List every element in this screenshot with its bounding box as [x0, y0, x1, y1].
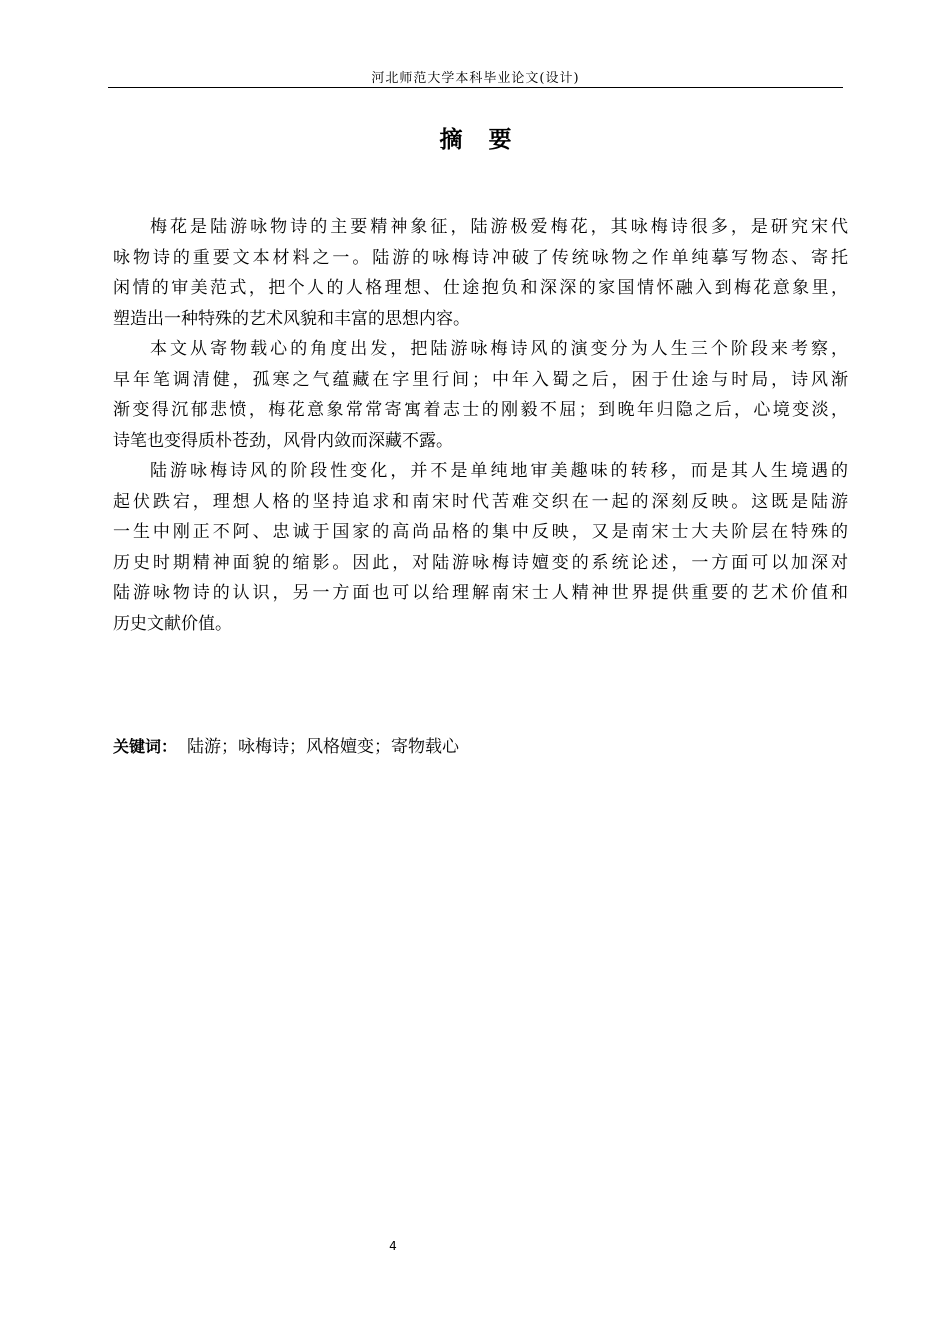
keywords-label: 关键词： [113, 737, 178, 756]
paragraph-line: 塑造出一种特殊的艺术风貌和丰富的思想内容。 [113, 308, 470, 329]
paragraph-line: 本文从寄物载心的角度出发，把陆游咏梅诗风的演变分为人生三个阶段来考察， [150, 339, 848, 359]
paragraph-line: 诗笔也变得质朴苍劲，风骨内敛而深藏不露。 [113, 430, 453, 451]
running-header: 河北师范大学本科毕业论文(设计) [371, 71, 580, 86]
paragraph-line: 起伏跌宕，理想人格的坚持追求和南宋时代苦难交织在一起的深刻反映。这既是陆游 [113, 491, 848, 512]
abstract-paragraph-3 [113, 456, 848, 639]
abstract-body [113, 212, 848, 639]
paragraph-line: 咏物诗的重要文本材料之一。陆游的咏梅诗冲破了传统咏物之作单纯摹写物态、寄托 [113, 247, 848, 268]
abstract-paragraph-1 [113, 212, 848, 334]
abstract-title: 摘要 [439, 127, 538, 153]
page-number: 4 [389, 1239, 397, 1253]
header-rule [108, 87, 843, 88]
paragraph-line: 早年笔调清健，孤寒之气蕴藏在字里行间；中年入蜀之后，困于仕途与时局，诗风渐 [113, 369, 848, 390]
paragraph-line: 渐变得沉郁悲愤，梅花意象常常寄寓着志士的刚毅不屈；到晚年归隐之后，心境变淡， [113, 400, 848, 420]
paragraph-line: 陆游咏物诗的认识，另一方面也可以给理解南宋士人精神世界提供重要的艺术价值和 [113, 583, 848, 603]
paragraph-line: 闲情的审美范式，把个人的人格理想、仕途抱负和深深的家国情怀融入到梅花意象里， [113, 278, 848, 298]
keywords-line [113, 732, 459, 762]
paragraph-line: 一生中刚正不阿、忠诚于国家的高尚品格的集中反映，又是南宋士大夫阶层在特殊的 [113, 522, 848, 542]
paragraph-line: 历史时期精神面貌的缩影。因此，对陆游咏梅诗嬗变的系统论述，一方面可以加深对 [113, 552, 848, 573]
keywords-value: 陆游；咏梅诗；风格嬗变；寄物载心 [187, 737, 460, 757]
paragraph-line: 历史文献价值。 [113, 613, 232, 634]
paragraph-line: 梅花是陆游咏物诗的主要精神象征，陆游极爱梅花，其咏梅诗很多，是研究宋代 [150, 217, 848, 237]
paragraph-line: 陆游咏梅诗风的阶段性变化，并不是单纯地审美趣味的转移，而是其人生境遇的 [150, 461, 848, 481]
abstract-paragraph-2 [113, 334, 848, 456]
